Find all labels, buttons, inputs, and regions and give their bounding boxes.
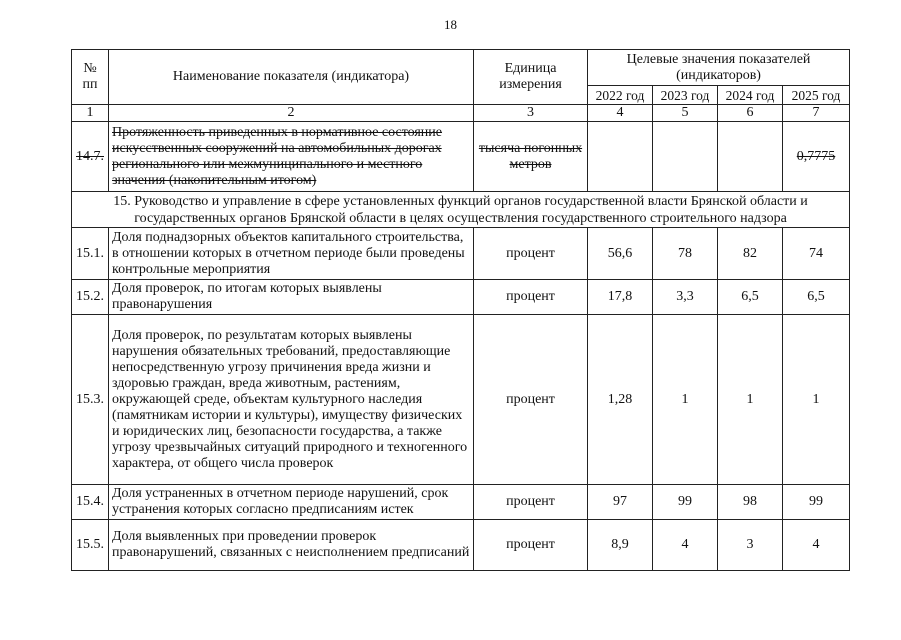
column-number: 1	[72, 105, 109, 122]
row-name: Доля выявленных при проведении проверок правонарушений, связанных с неисполнением предписаний	[109, 520, 474, 571]
row-value: 0,7775	[783, 122, 850, 192]
header-year: 2024 год	[718, 86, 783, 105]
column-numbers-row	[72, 105, 850, 122]
row-value: 97	[588, 485, 653, 520]
row-name: Протяженность приведенных в нормативное состояние искусственных сооружений на автомобильных дорогах регионального или межмуниципального и местного значения (накопительным итогом)	[109, 122, 474, 192]
row-num: 15.5.	[72, 520, 109, 571]
row-num: 15.2.	[72, 280, 109, 315]
row-unit: тысяча погонных метров	[474, 122, 588, 192]
section-title: 15. Руководство и управление в сфере установленных функций органов государственной власти Брянской области и государственных органов Брянской области в целях осуществления государственного строительного надзора	[72, 192, 850, 228]
column-number: 6	[718, 105, 783, 122]
row-value: 99	[783, 485, 850, 520]
row-unit: процент	[474, 228, 588, 280]
row-value: 6,5	[783, 280, 850, 315]
row-value: 6,5	[718, 280, 783, 315]
indicators-table	[71, 49, 850, 571]
row-value: 1	[783, 315, 850, 485]
row-unit: процент	[474, 485, 588, 520]
column-number: 7	[783, 105, 850, 122]
header-year: 2023 год	[653, 86, 718, 105]
table-row	[72, 228, 850, 280]
row-value: 98	[718, 485, 783, 520]
row-value: 8,9	[588, 520, 653, 571]
row-value	[653, 122, 718, 192]
row-num: 15.1.	[72, 228, 109, 280]
header-year: 2025 год	[783, 86, 850, 105]
row-value: 78	[653, 228, 718, 280]
row-value: 4	[783, 520, 850, 571]
column-number: 5	[653, 105, 718, 122]
row-name: Доля проверок, по результатам которых выявлены нарушения обязательных требований, предоставляющие непосредственную угрозу причинения вреда жизни и здоровью граждан, вреда животным, растениям, окружающей среде, объектам культурного наследия (памятникам истории и культуры), имуществу физических и юридических лиц, безопасности государства, а также угрозу чрезвычайных ситуаций природного и техногенного характера, от общего числа проверок	[109, 315, 474, 485]
row-num: 15.3.	[72, 315, 109, 485]
row-value: 17,8	[588, 280, 653, 315]
row-value: 1,28	[588, 315, 653, 485]
table-row	[72, 485, 850, 520]
row-value	[718, 122, 783, 192]
section-row	[72, 192, 850, 228]
row-name: Доля проверок, по итогам которых выявлены правонарушения	[109, 280, 474, 315]
column-number: 3	[474, 105, 588, 122]
row-unit: процент	[474, 315, 588, 485]
header-targets: Целевые значения показателей (индикаторов)	[588, 50, 850, 86]
table-row	[72, 280, 850, 315]
header-unit: Единица измерения	[474, 50, 588, 105]
row-num: 14.7.	[72, 122, 109, 192]
row-name: Доля поднадзорных объектов капитального строительства, в отношении которых в отчетном периоде были проведены контрольные мероприятия	[109, 228, 474, 280]
table-row	[72, 520, 850, 571]
header-year: 2022 год	[588, 86, 653, 105]
row-value: 3	[718, 520, 783, 571]
row-value: 74	[783, 228, 850, 280]
page-number: 18	[444, 17, 457, 32]
struck-row	[72, 122, 850, 192]
header-name: Наименование показателя (индикатора)	[109, 50, 474, 105]
row-num: 15.4.	[72, 485, 109, 520]
column-number: 2	[109, 105, 474, 122]
row-value: 4	[653, 520, 718, 571]
column-number: 4	[588, 105, 653, 122]
row-value: 1	[718, 315, 783, 485]
row-value: 3,3	[653, 280, 718, 315]
row-unit: процент	[474, 520, 588, 571]
header-num: № пп	[72, 50, 109, 105]
row-unit: процент	[474, 280, 588, 315]
row-value: 99	[653, 485, 718, 520]
row-value: 56,6	[588, 228, 653, 280]
row-name: Доля устраненных в отчетном периоде нарушений, срок устранения которых согласно предписаниям истек	[109, 485, 474, 520]
header-row	[72, 50, 850, 86]
table-row	[72, 315, 850, 485]
row-value	[588, 122, 653, 192]
row-value: 82	[718, 228, 783, 280]
row-value: 1	[653, 315, 718, 485]
